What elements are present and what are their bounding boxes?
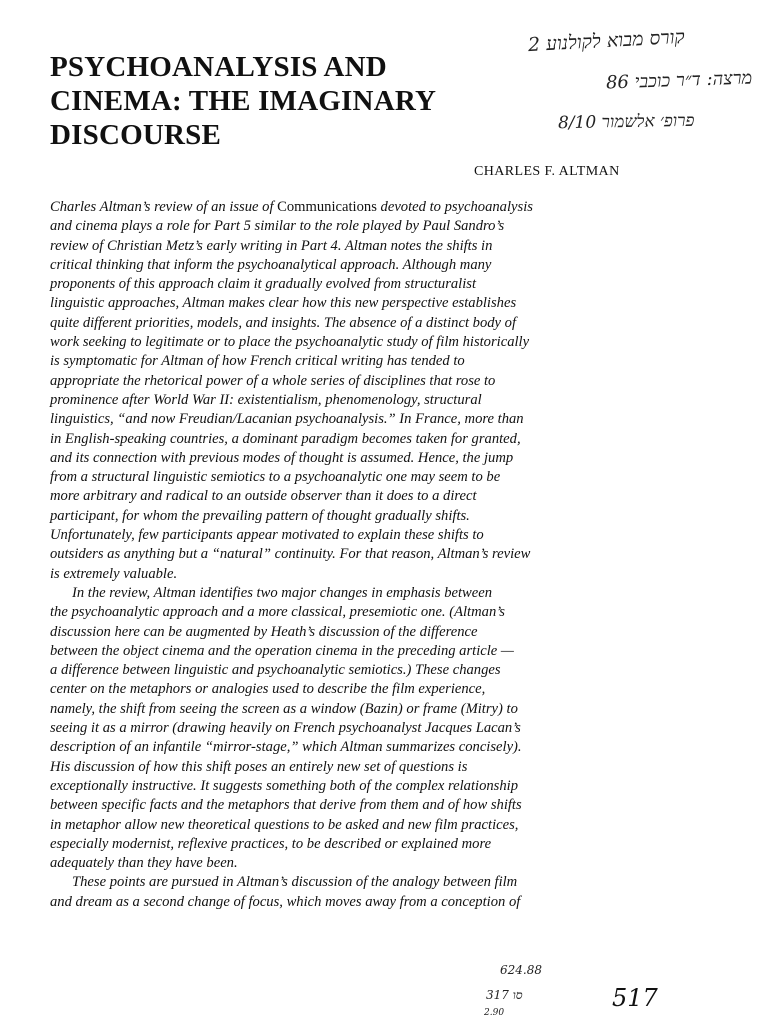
text-line: linguistics, “and now Freudian/Lacanian psychoanalysis.” In France, more than xyxy=(50,411,524,428)
handwritten-note: 2 קורס מבוא לקולנוע xyxy=(527,25,686,57)
text-line: adequately than they have been. xyxy=(50,855,238,872)
handwritten-note: פרופ׳ אלשמור 8/10 xyxy=(557,110,695,134)
title-line: CINEMA: THE IMAGINARY xyxy=(50,85,437,117)
text-line: the psychoanalytic approach and a more classical, presemiotic one. (Altman’s xyxy=(50,604,505,621)
text-line: and dream as a second change of focus, which moves away from a conception of xyxy=(50,893,521,910)
text-line: exceptionally instructive. It suggests something both of the complex relationship xyxy=(50,777,518,794)
text-line: linguistic approaches, Altman makes clear how this new perspective establishes xyxy=(50,295,517,312)
text-line: work seeking to legitimate or to place the psychoanalytic study of film historically xyxy=(50,334,530,351)
text-line: description of an infantile “mirror-stage,” which Altman summarizes concisely). xyxy=(50,739,522,756)
handwritten-note: סו 317 xyxy=(486,988,523,1002)
text-line: in English-speaking countries, a dominant paradigm becomes taken for granted, xyxy=(50,430,521,447)
text-line: namely, the shift from seeing the screen as a window (Bazin) or frame (Mitry) to xyxy=(50,700,518,717)
handwritten-note: 624.88 xyxy=(500,963,542,977)
journal-name: Communications xyxy=(277,199,377,215)
article-body xyxy=(50,198,650,912)
text-run: Charles Altman’s review of an issue of xyxy=(50,199,278,215)
text-line: especially modernist, reflexive practices, to be described or explained more xyxy=(50,835,492,852)
text-line: participant, for whom the prevailing pattern of thought gradually shifts. xyxy=(50,507,470,524)
text-line: from a structural linguistic semiotics to a psychoanalytic one may seem to be xyxy=(50,469,501,486)
text-line: prominence after World War II: existentialism, phenomenology, structural xyxy=(50,391,482,408)
title-line: PSYCHOANALYSIS AND xyxy=(50,51,387,83)
text-line: outsiders as anything but a “natural” continuity. For that reason, Altman’s review xyxy=(50,546,531,563)
text-line: seeing it as a mirror (drawing heavily on French psychoanalyst Jacques Lacan’s xyxy=(50,720,521,737)
text-line: is symptomatic for Altman of how French critical writing has tended to xyxy=(50,353,465,370)
text-line: and cinema plays a role for Part 5 similar to the role played by Paul Sandro’s xyxy=(50,218,505,235)
text-line: and its connection with previous modes of thought is assumed. Hence, the jump xyxy=(50,449,514,466)
handwritten-note: 2.90 xyxy=(484,1008,505,1018)
text-line: in metaphor allow new theoretical questions to be asked and new film practices, xyxy=(50,816,519,833)
page-number: 517 xyxy=(612,984,658,1012)
text-line: between the object cinema and the operation cinema in the preceding article — xyxy=(50,642,514,659)
author-byline: CHARLES F. ALTMAN xyxy=(474,164,620,179)
text-line: between specific facts and the metaphors that derive from them and of how shifts xyxy=(50,797,522,814)
text-line xyxy=(50,198,650,217)
handwritten-note: מרצה: ד״ר כוכבי 86 xyxy=(605,67,753,94)
text-line: review of Christian Metz’s early writing in Part 4. Altman notes the shifts in xyxy=(50,237,493,254)
text-run: devoted to psychoanalysis xyxy=(376,199,533,215)
text-line: proponents of this approach claim it gradually evolved from structuralist xyxy=(50,276,477,293)
text-line: more arbitrary and radical to an outside observer than it does to a direct xyxy=(50,488,477,505)
text-line: a difference between linguistic and psychoanalytic semiotics.) These changes xyxy=(50,662,501,679)
text-line: quite different priorities, models, and insights. The absence of a distinct body of xyxy=(50,314,517,331)
text-line: center on the metaphors or analogies used to describe the film experience, xyxy=(50,681,486,698)
title-line: DISCOURSE xyxy=(50,119,222,151)
text-line: is extremely valuable. xyxy=(50,565,178,582)
text-line: critical thinking that inform the psychoanalytical approach. Although many xyxy=(50,256,492,273)
text-line: These points are pursued in Altman’s discussion of the analogy between film xyxy=(72,874,518,891)
text-line: discussion here can be augmented by Heath’s discussion of the difference xyxy=(50,623,478,640)
text-line: Unfortunately, few participants appear motivated to explain these shifts to xyxy=(50,527,484,544)
text-line: His discussion of how this shift poses an entirely new set of questions is xyxy=(50,758,468,775)
text-line: appropriate the rhetorical power of a whole series of disciplines that rose to xyxy=(50,372,496,389)
text-line: In the review, Altman identifies two major changes in emphasis between xyxy=(72,584,493,601)
article-title xyxy=(50,50,510,152)
